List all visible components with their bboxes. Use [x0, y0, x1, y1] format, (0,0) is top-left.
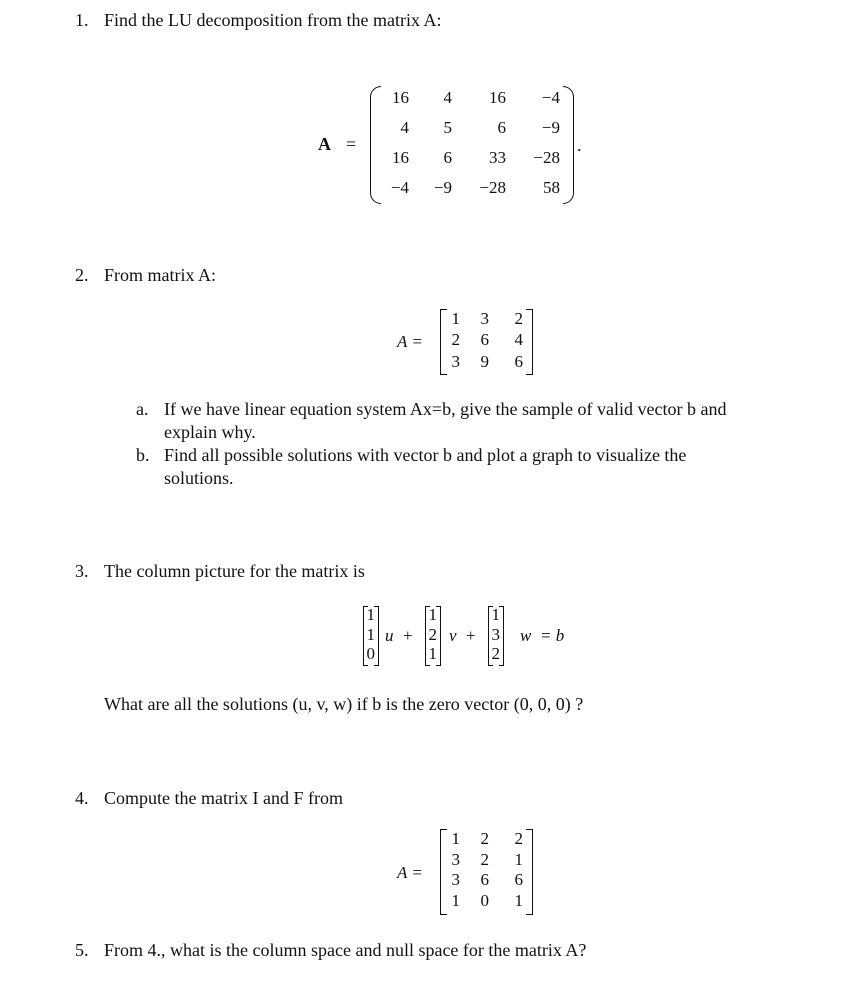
- q4-cell-r4-c3: 1: [514, 891, 523, 910]
- q2-cell-r2-c1: 2: [451, 330, 460, 349]
- q2-cell-r3-c2: 9: [480, 352, 489, 371]
- q1-cell-r1-c1: 16: [392, 88, 409, 107]
- q4-matrix: [440, 829, 533, 915]
- q4-cell-r4-c1: 1: [451, 891, 460, 910]
- q1-text: Find the LU decomposition from the matrix A:: [104, 10, 442, 30]
- q5-text: From 4., what is the column space and null space for the matrix A?: [104, 940, 587, 960]
- q2b-line2: solutions.: [164, 468, 234, 488]
- q1-cell-r2-c2: 5: [443, 118, 452, 137]
- q2a-label: a.: [136, 399, 149, 419]
- q3-var-u: u: [385, 626, 394, 645]
- q1-number: 1.: [75, 10, 89, 30]
- q3-col3-cell-r3-c1: 2: [491, 644, 500, 663]
- q2b-line1: Find all possible solutions with vector b and plot a graph to visualize the: [164, 445, 687, 465]
- q1-cell-r4-c2: −9: [433, 178, 452, 197]
- q4-cell-r4-c2: 0: [480, 891, 489, 910]
- q1-cell-r2-c4: −9: [541, 118, 560, 137]
- q1-equals: =: [346, 134, 357, 154]
- q4-cell-r2-c2: 2: [480, 850, 489, 869]
- q4-cell-r2-c1: 3: [451, 850, 460, 869]
- q2a-line2: explain why.: [164, 422, 256, 442]
- q1-cell-r4-c3: −28: [479, 178, 506, 197]
- q3-col3-cell-r2-c1: 3: [491, 625, 500, 644]
- q3-col2-cell-r3-c1: 1: [428, 644, 437, 663]
- q1-cell-r3-c4: −28: [533, 148, 560, 167]
- q3-col1-cell-r1-c1: 1: [366, 605, 375, 624]
- q3-rhs: = b: [540, 626, 565, 645]
- q2-cell-r2-c2: 6: [480, 330, 489, 349]
- q4-number: 4.: [75, 788, 89, 808]
- q3-col3: [488, 606, 504, 666]
- q2-lhs: A =: [397, 332, 423, 351]
- q2-cell-r3-c1: 3: [451, 352, 460, 371]
- q3-plus-2: +: [466, 626, 476, 645]
- q3-question: What are all the solutions (u, v, w) if b is the zero vector (0, 0, 0) ?: [104, 694, 584, 714]
- q1-cell-r1-c2: 4: [443, 88, 452, 107]
- q2-cell-r1-c3: 2: [514, 309, 523, 328]
- q4-cell-r3-c1: 3: [451, 870, 460, 889]
- q1-cell-r3-c2: 6: [443, 148, 452, 167]
- q3-col1-cell-r2-c1: 1: [366, 625, 375, 644]
- q4-right-bracket: [526, 829, 533, 915]
- q4-text: Compute the matrix I and F from: [104, 788, 343, 808]
- q4-cell-r2-c3: 1: [514, 850, 523, 869]
- q5-number: 5.: [75, 940, 89, 960]
- q2-text: From matrix A:: [104, 265, 216, 285]
- q1-left-paren: [370, 86, 381, 204]
- q3-col2-cell-r2-c1: 2: [428, 625, 437, 644]
- q3-col2-cell-r1-c1: 1: [428, 605, 437, 624]
- q3-var-w: w: [520, 626, 532, 645]
- q4-cell-r1-c3: 2: [514, 829, 523, 848]
- q2-right-bracket: [526, 309, 533, 375]
- q4-cell-r3-c3: 6: [514, 870, 523, 889]
- q2-cell-r3-c3: 6: [514, 352, 523, 371]
- q1-right-paren: [563, 86, 574, 204]
- q1-cell-r1-c3: 16: [489, 88, 506, 107]
- q2b-label: b.: [136, 445, 150, 465]
- q4-cell-r1-c2: 2: [480, 829, 489, 848]
- q3-var-v: v: [449, 626, 457, 645]
- q4-lhs: A =: [397, 863, 423, 882]
- q3-text: The column picture for the matrix is: [104, 561, 365, 581]
- q3-col1-cell-r3-c1: 0: [366, 644, 375, 663]
- q1-cell-r3-c1: 16: [392, 148, 409, 167]
- q3-col1: [363, 606, 379, 666]
- q1-cell-r3-c3: 33: [489, 148, 506, 167]
- q2-cell-r2-c3: 4: [514, 330, 523, 349]
- q1-cell-r1-c4: −4: [541, 88, 560, 107]
- q3-col3-cell-r1-c1: 1: [491, 605, 500, 624]
- q1-cell-r4-c1: −4: [390, 178, 409, 197]
- q1-matrix: [370, 86, 574, 204]
- q1-cell-r2-c3: 6: [497, 118, 506, 137]
- q2-cell-r1-c2: 3: [480, 309, 489, 328]
- q2-matrix: [440, 309, 533, 375]
- q3-col2: [425, 606, 441, 666]
- q3-number: 3.: [75, 561, 89, 581]
- q4-cell-r3-c2: 6: [480, 870, 489, 889]
- q1-cell-r2-c1: 4: [400, 118, 409, 137]
- q1-cell-r4-c4: 58: [543, 178, 560, 197]
- q3-plus-1: +: [403, 626, 413, 645]
- q2a-line1: If we have linear equation system Ax=b, give the sample of valid vector b and: [164, 399, 727, 419]
- q1-lhs: A: [318, 134, 331, 154]
- q4-cell-r1-c1: 1: [451, 829, 460, 848]
- q1-period: .: [577, 135, 582, 155]
- q2-cell-r1-c1: 1: [451, 309, 460, 328]
- q4-left-bracket: [440, 829, 447, 915]
- q2-left-bracket: [440, 309, 447, 375]
- q2-number: 2.: [75, 265, 89, 285]
